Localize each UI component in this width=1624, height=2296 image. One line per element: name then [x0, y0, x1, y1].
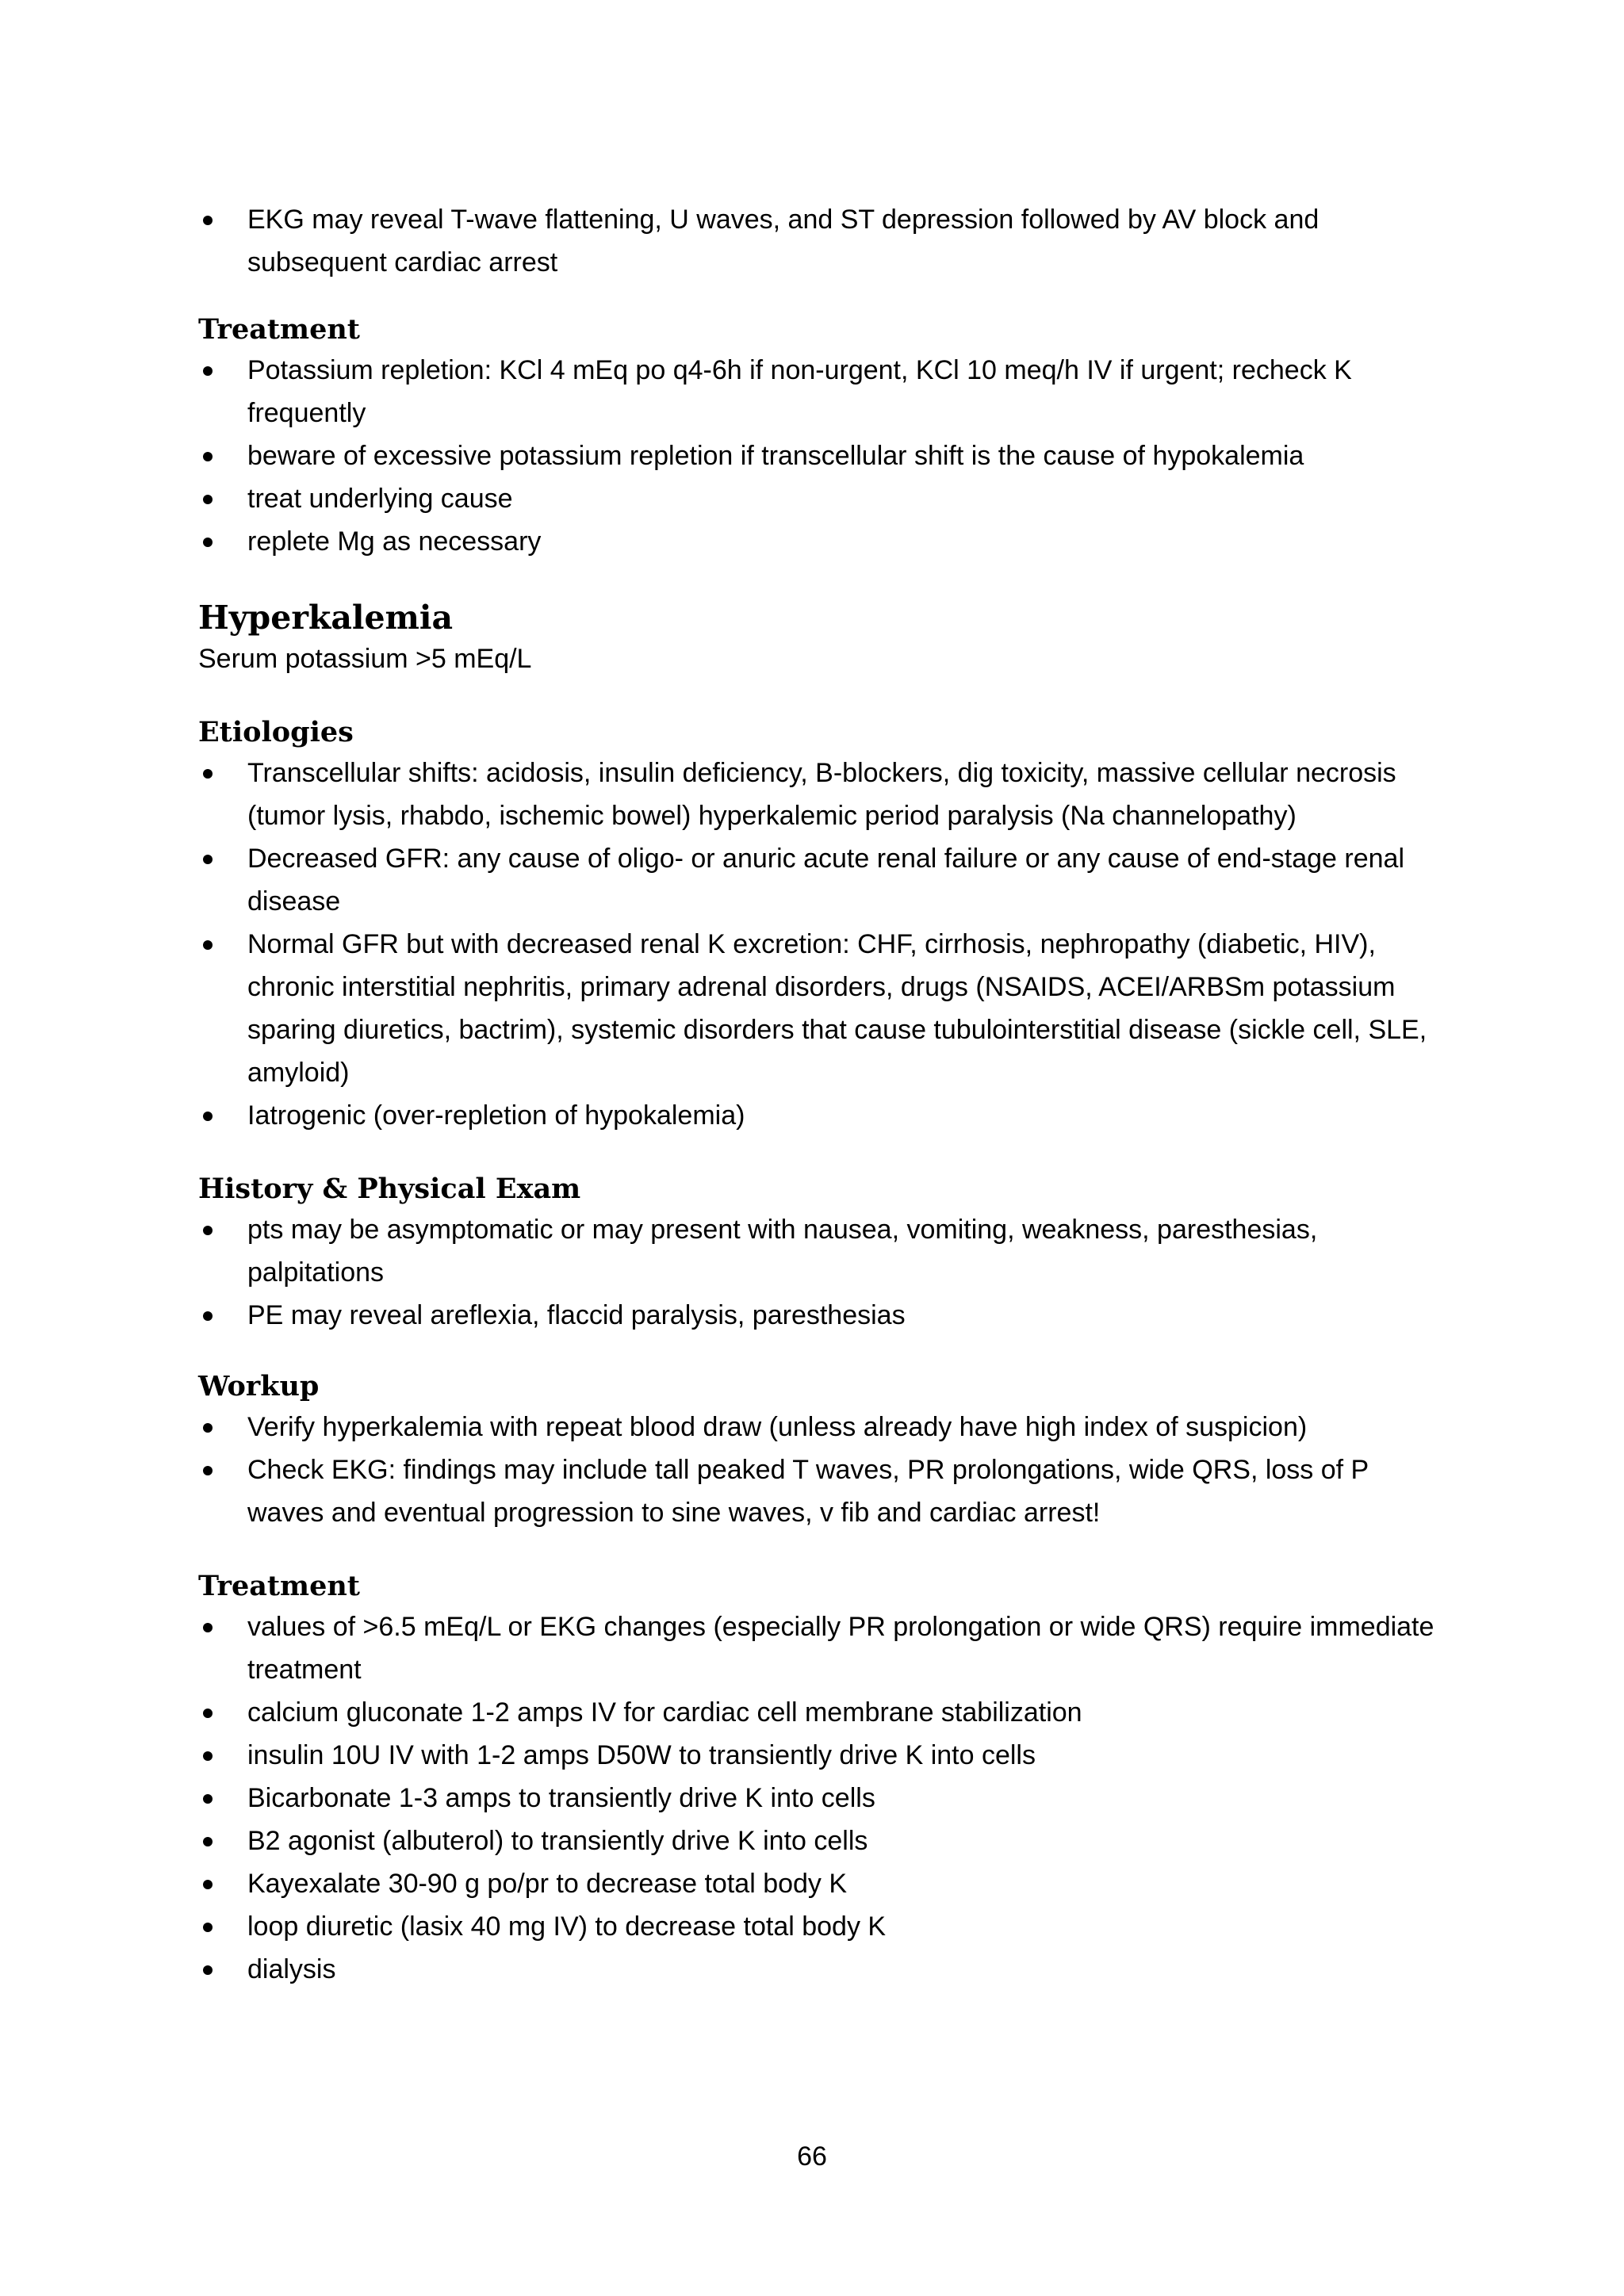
- bullet-icon: [203, 1837, 213, 1846]
- section-heading: Treatment: [198, 1570, 360, 1602]
- list-item: Potassium repletion: KCl 4 mEq po q4-6h if non-urgent, KCl 10 meq/h IV if urgent; recheck K frequently: [198, 349, 1435, 434]
- treatment-list: [198, 349, 1435, 563]
- list-item: loop diuretic (lasix 40 mg IV) to decrease total body K: [198, 1905, 1435, 1948]
- hypokalemia-treatment-section: [198, 314, 1435, 563]
- list-item: replete Mg as necessary: [198, 520, 1435, 563]
- section-heading: Etiologies: [198, 716, 354, 748]
- bullet-icon: [203, 1466, 213, 1475]
- bullet-icon: [203, 538, 213, 547]
- bullet-icon: [203, 366, 213, 376]
- list-item: Normal GFR but with decreased renal K excretion: CHF, cirrhosis, nephropathy (diabetic, HIV), chronic interstitial nephritis, primary adrenal disorders, drugs (NSAIDS, ACEI/ARBSm potassium sparing diuretics, bactrim), systemic disorders that cause tubulointerstitial disease (sickle cell, SLE, amyloid): [198, 923, 1435, 1094]
- bullet-icon: [203, 769, 213, 779]
- bullet-icon: [203, 495, 213, 504]
- list-item: calcium gluconate 1-2 amps IV for cardiac cell membrane stabilization: [198, 1691, 1435, 1734]
- list-item: dialysis: [198, 1948, 1435, 1991]
- ekg-bullet-list: [198, 198, 1435, 284]
- history-list: [198, 1208, 1435, 1337]
- list-item: PE may reveal areflexia, flaccid paralysis, paresthesias: [198, 1294, 1435, 1337]
- etiologies-list: [198, 752, 1435, 1137]
- page-number: 66: [797, 2141, 827, 2172]
- bullet-icon: [203, 855, 213, 864]
- bullet-icon: [203, 1709, 213, 1718]
- history-physical-section: [198, 1173, 1435, 1337]
- section-heading: Workup: [198, 1370, 320, 1402]
- list-item: Verify hyperkalemia with repeat blood draw (unless already have high index of suspicion): [198, 1406, 1435, 1448]
- bullet-icon: [203, 1311, 213, 1321]
- hyperkalemia-treatment-section: [198, 1571, 1435, 1991]
- list-item: Check EKG: findings may include tall peaked T waves, PR prolongations, wide QRS, loss of P waves and eventual progression to sine waves, v fib and cardiac arrest!: [198, 1448, 1435, 1534]
- bullet-icon: [203, 1794, 213, 1804]
- list-item: treat underlying cause: [198, 477, 1435, 520]
- bullet-icon: [203, 1923, 213, 1932]
- list-item: insulin 10U IV with 1-2 amps D50W to transiently drive K into cells: [198, 1734, 1435, 1777]
- bullet-icon: [203, 1623, 213, 1632]
- bullet-icon: [203, 1226, 213, 1235]
- list-item: pts may be asymptomatic or may present with nausea, vomiting, weakness, paresthesias, palpitations: [198, 1208, 1435, 1294]
- list-item: values of >6.5 mEq/L or EKG changes (especially PR prolongation or wide QRS) require immediate treatment: [198, 1605, 1435, 1691]
- bullet-icon: [203, 452, 213, 461]
- list-item: Transcellular shifts: acidosis, insulin deficiency, B-blockers, dig toxicity, massive cellular necrosis (tumor lysis, rhabdo, ischemic bowel) hyperkalemic period paralysis (Na channelopathy): [198, 752, 1435, 837]
- list-item: Bicarbonate 1-3 amps to transiently drive K into cells: [198, 1777, 1435, 1820]
- list-item: Kayexalate 30-90 g po/pr to decrease total body K: [198, 1862, 1435, 1905]
- bullet-icon: [203, 216, 213, 225]
- bullet-icon: [203, 1880, 213, 1889]
- ekg-continuation-section: [198, 198, 1435, 284]
- bullet-icon: [203, 1751, 213, 1761]
- definition-text: Serum potassium >5 mEq/L: [198, 644, 532, 674]
- list-item: EKG may reveal T-wave flattening, U waves, and ST depression followed by AV block and subsequent cardiac arrest: [198, 198, 1435, 284]
- workup-list: [198, 1406, 1435, 1534]
- list-item: Iatrogenic (over-repletion of hypokalemia): [198, 1094, 1435, 1137]
- bullet-icon: [203, 1965, 213, 1975]
- section-heading: Treatment: [198, 313, 360, 346]
- section-heading: History & Physical Exam: [198, 1173, 581, 1205]
- list-item: Decreased GFR: any cause of oligo- or anuric acute renal failure or any cause of end-stage renal disease: [198, 837, 1435, 923]
- bullet-icon: [203, 1112, 213, 1121]
- bullet-icon: [203, 940, 213, 950]
- etiologies-section: [198, 717, 1435, 1137]
- hyperkalemia-title-section: [198, 598, 1435, 680]
- bullet-icon: [203, 1423, 213, 1433]
- page-title: Hyperkalemia: [198, 599, 454, 637]
- workup-section: [198, 1371, 1435, 1534]
- list-item: beware of excessive potassium repletion if transcellular shift is the cause of hypokalemia: [198, 434, 1435, 477]
- treatment-list: [198, 1605, 1435, 1991]
- list-item: B2 agonist (albuterol) to transiently drive K into cells: [198, 1820, 1435, 1862]
